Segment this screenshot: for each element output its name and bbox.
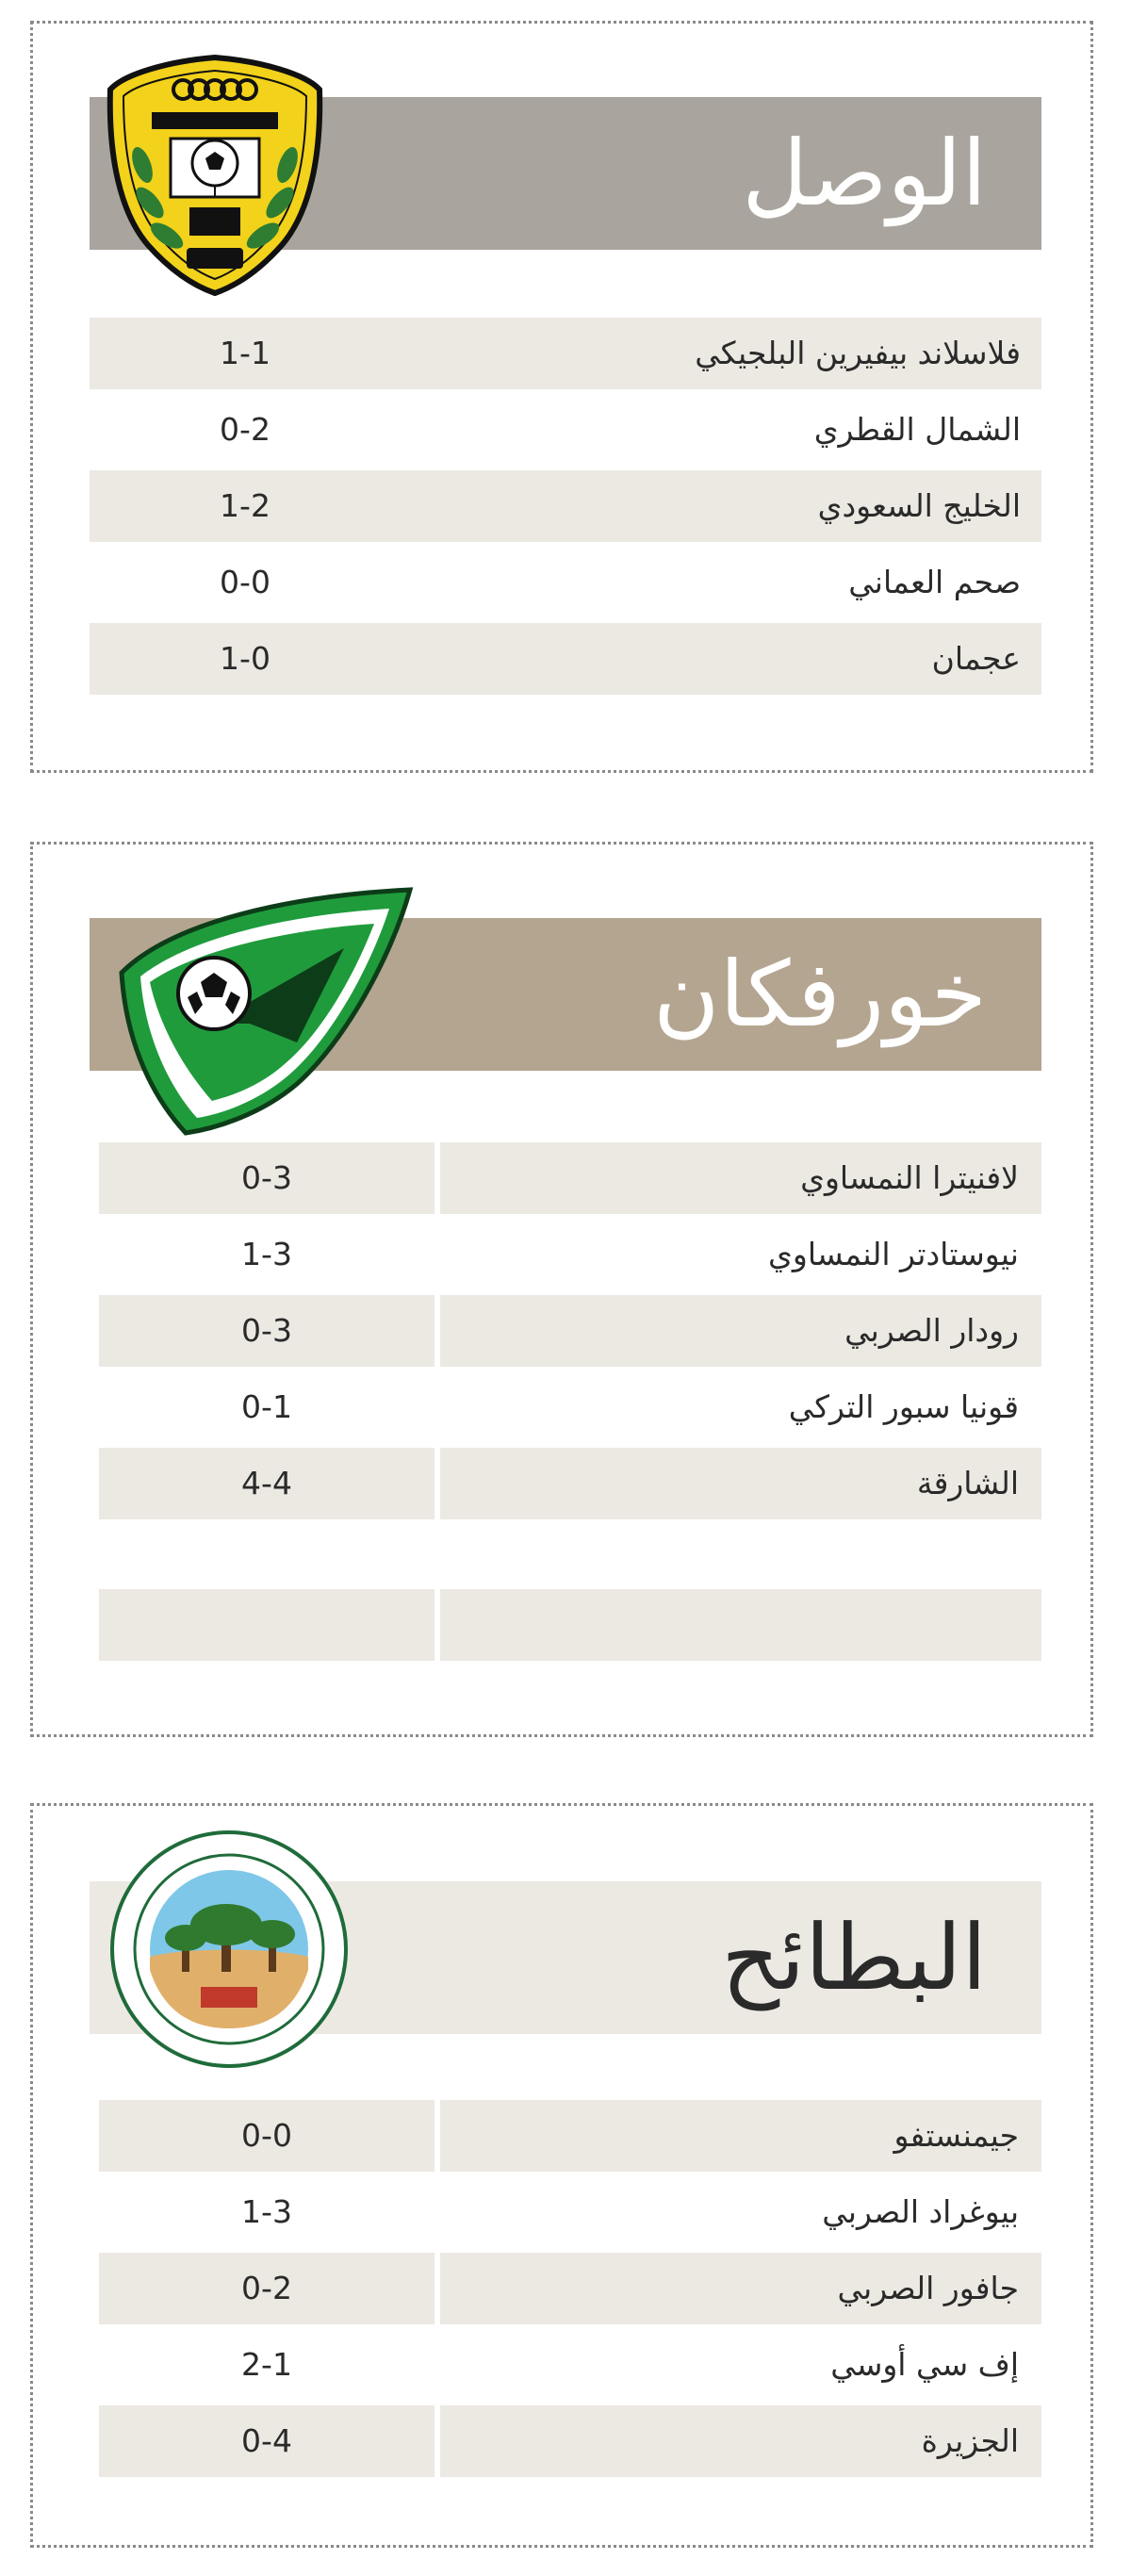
opponent-name: إف سي أوسي <box>830 2346 1019 2383</box>
match-score: 1-3 <box>241 1236 292 1272</box>
match-score: 1-2 <box>220 487 270 524</box>
match-score: 2-1 <box>241 2346 292 2383</box>
match-score: 1-0 <box>220 640 270 677</box>
result-row <box>33 1219 1096 1290</box>
result-row <box>33 2253 1096 2324</box>
team-card-al-wasl <box>30 21 1093 773</box>
opponent-name: بيوغراد الصربي <box>822 2193 1019 2230</box>
match-score: 0-4 <box>241 2422 292 2459</box>
result-row <box>33 2100 1096 2172</box>
opponent-name: الجزيرة <box>921 2422 1019 2459</box>
match-score: 0-3 <box>241 1312 292 1349</box>
match-score: 0-2 <box>241 2270 292 2306</box>
result-row <box>33 2176 1096 2248</box>
match-score: 0-2 <box>220 411 270 448</box>
opponent-name: الشارقة <box>916 1465 1019 1501</box>
opponent-name: صحم العماني <box>848 564 1021 600</box>
opponent-name: الشمال القطري <box>813 411 1021 448</box>
team-title: خورفكان <box>653 942 987 1047</box>
team-title: الوصل <box>742 121 987 226</box>
al-bataeh-club-crest-icon <box>108 1829 350 2070</box>
match-score: 0-3 <box>241 1159 292 1196</box>
khorfakkan-club-crest-icon <box>108 882 419 1137</box>
result-row <box>90 470 1041 542</box>
result-row <box>33 1142 1096 1214</box>
match-score: 0-1 <box>241 1388 292 1425</box>
match-score: 0-0 <box>220 564 270 600</box>
result-row <box>33 2329 1096 2401</box>
match-score: 1-3 <box>241 2193 292 2230</box>
team-card-khorfakkan <box>30 842 1093 1737</box>
result-row <box>33 1371 1096 1443</box>
opponent-name: رودار الصربي <box>844 1312 1019 1349</box>
empty-result-row <box>33 1589 1096 1661</box>
opponent-name: جيمنستفو <box>893 2117 1019 2154</box>
opponent-name: عجمان <box>931 640 1021 677</box>
result-row <box>33 1295 1096 1367</box>
opponent-name: الخليج السعودي <box>817 487 1021 524</box>
result-row <box>33 2405 1096 2477</box>
team-card-al-bataeh <box>30 1803 1093 2548</box>
al-wasl-club-crest-icon <box>97 52 333 299</box>
opponent-name: لافنيترا النمساوي <box>800 1159 1019 1196</box>
opponent-name: جافور الصربي <box>837 2270 1019 2306</box>
opponent-name: نيوستادتر النمساوي <box>768 1236 1019 1272</box>
team-title: البطائح <box>721 1905 987 2010</box>
match-score: 0-0 <box>241 2117 292 2154</box>
result-row <box>90 318 1041 389</box>
result-row <box>33 1448 1096 1519</box>
opponent-name: فلاسلاند بيفيرين البلجيكي <box>695 335 1021 371</box>
match-score: 1-1 <box>220 335 270 371</box>
opponent-name: قونيا سبور التركي <box>788 1388 1019 1425</box>
match-score: 4-4 <box>241 1465 292 1501</box>
result-row <box>90 547 1041 618</box>
result-row <box>90 394 1041 466</box>
result-row <box>90 623 1041 695</box>
